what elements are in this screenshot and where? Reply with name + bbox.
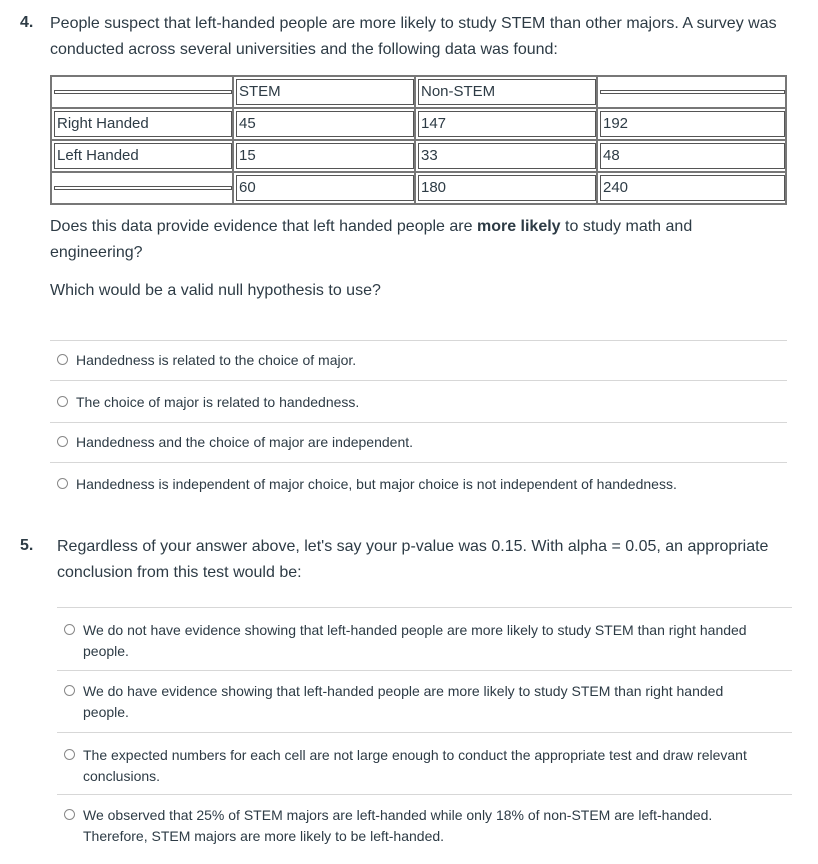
table-cell [597,76,786,108]
radio-button[interactable] [64,624,75,635]
table-cell [51,172,233,204]
answer-option[interactable] [50,340,787,380]
table-row [51,76,786,108]
table-cell: 240 [597,172,786,204]
table-cell: 45 [233,108,415,140]
table-cell: 60 [233,172,415,204]
radio-button[interactable] [57,354,68,365]
question-4-subquestion: Which would be a valid null hypothesis to use? [50,282,381,299]
table-row [51,108,786,140]
radio-button[interactable] [64,749,75,760]
answer-option[interactable] [57,607,792,670]
radio-button[interactable] [57,396,68,407]
answer-option[interactable] [57,670,792,732]
answer-option[interactable] [57,794,792,850]
option-label: We do not have evidence showing that left-handed people are more likely to study STEM than right handed people. [83,622,747,659]
table-cell: 15 [233,140,415,172]
radio-button[interactable] [57,436,68,447]
answer-option[interactable] [57,732,792,794]
question-4-options [50,340,787,502]
question-5-prompt: Regardless of your answer above, let's say your p-value was 0.15. With alpha = 0.05, an appropriate conclusion from this test would be: [57,538,769,581]
table-cell: 192 [597,108,786,140]
answer-option[interactable] [50,462,787,502]
question-4-prompt: People suspect that left-handed people are more likely to study STEM than other majors. A survey was conducted across several universities and the following data was found: [50,15,777,58]
option-label: Handedness and the choice of major are independent. [76,434,414,450]
table-row [51,140,786,172]
table-cell: Right Handed [51,108,233,140]
table-cell: Left Handed [51,140,233,172]
question-5-options [57,607,792,850]
option-label: The choice of major is related to handedness. [76,394,360,410]
contingency-table [50,75,787,205]
table-cell: 180 [415,172,597,204]
table-cell [51,76,233,108]
question-5-number: 5. [20,537,34,554]
radio-button[interactable] [57,478,68,489]
question-4-number: 4. [20,14,34,31]
option-label: The expected numbers for each cell are not large enough to conduct the appropriate test and draw relevant conclusions. [83,747,747,784]
table-cell: 147 [415,108,597,140]
answer-option[interactable] [50,380,787,422]
answer-option[interactable] [50,422,787,462]
table-row [51,172,786,204]
option-label: We do have evidence showing that left-handed people are more likely to study STEM than right handed people. [83,683,724,720]
table-cell: 33 [415,140,597,172]
option-label: Handedness is independent of major choice, but major choice is not independent of handedness. [76,476,677,492]
table-cell: STEM [233,76,415,108]
radio-button[interactable] [64,685,75,696]
radio-button[interactable] [64,809,75,820]
option-label: Handedness is related to the choice of major. [76,352,357,368]
option-label: We observed that 25% of STEM majors are left-handed while only 18% of non-STEM are left-handed. Therefore, STEM majors are more likely to be left-handed. [83,807,713,844]
table-cell: Non-STEM [415,76,597,108]
table-cell: 48 [597,140,786,172]
question-4-question: Does this data provide evidence that left handed people are more likely to study math and engineering? [50,218,693,261]
